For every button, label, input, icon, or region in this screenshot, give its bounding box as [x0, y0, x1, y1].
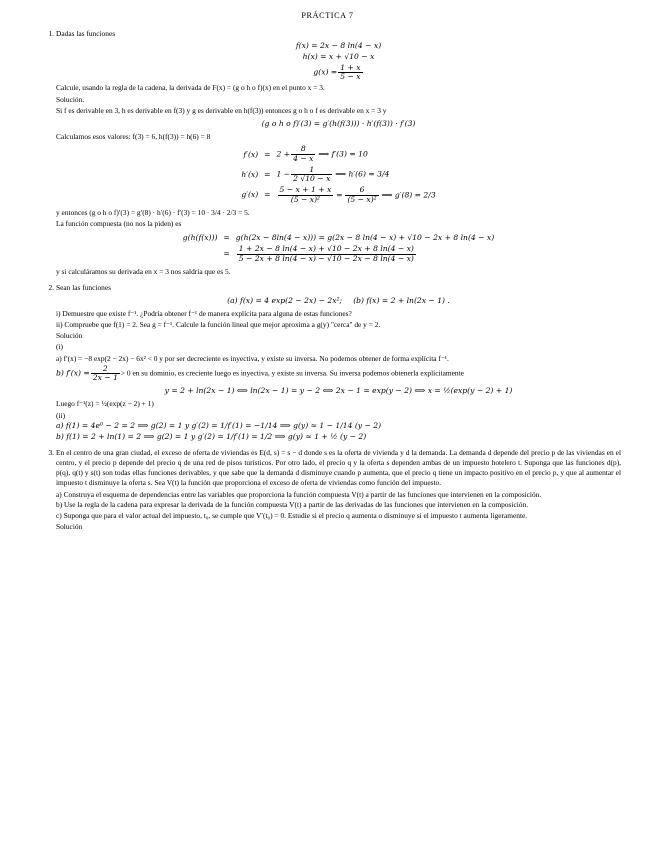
deriv-f-rhs [275, 144, 438, 164]
problem-2-item-i: i) Demuestre que existe f⁻¹. ¿Podría obtener f⁻¹ de manera explícita para alguna de estas funciones? [56, 309, 352, 319]
problem-1-eq-f: f(x) = 2x − 8 ln(4 − x) [295, 40, 382, 50]
composition-lhs: g(h(f(x))) [182, 232, 218, 242]
problem-1-result: y entonces (g o h o f)′(3) = g′(8) · h′(6) · f′(3) = 10 · 3/4 · 2/3 = 5. [56, 207, 250, 217]
problem-2-number: 2. [48, 282, 54, 292]
deriv-h-equals: = [264, 170, 271, 179]
problem-2-b-i-frac [91, 365, 120, 383]
problem-1-derivative-table [239, 144, 437, 205]
deriv-h-lhs: h′(x) [241, 170, 259, 179]
deriv-f-arrow: ⟹ f′(3) = 10 [318, 149, 368, 159]
problem-2-b-i-pre: b) f′(x) = [56, 368, 90, 378]
frac-denominator: (5 − x)² [278, 195, 334, 204]
problem-1-eq-h: h(x) = x + √10 − x [302, 52, 375, 62]
deriv-h-frac [291, 166, 332, 184]
page-title: PRÁCTICA 7 [301, 11, 354, 20]
problem-1-intro: Dadas las funciones [56, 29, 116, 39]
deriv-f-equals: = [264, 149, 271, 159]
document-content [0, 29, 655, 532]
derivative-row-f [239, 144, 437, 164]
problem-3-number: 3. [48, 448, 54, 458]
problem-list [40, 29, 621, 532]
problem-3 [40, 448, 621, 532]
problem-1-eq-g [56, 64, 621, 82]
problem-2-a-i: a) f′(x) = −8 exp(2 − 2x) − 6x² < 0 y por ser decreciente es inyectiva, y existe su inversa. No podemos obtener de forma explícita f⁻¹. [56, 353, 449, 363]
problem-1-eq-g-lhs: g(x) = [313, 67, 338, 77]
problem-1 [40, 29, 621, 277]
deriv-g-arrow: ⟹ g′(8) = 2/3 [381, 190, 436, 200]
derivative-row-g [239, 185, 437, 205]
deriv-f-frac [291, 145, 315, 163]
derivative-row-h [239, 165, 437, 185]
problem-2-eq-a: (a) f(x) = 4 exp(2 − 2x) − 2x²; [227, 295, 343, 305]
problem-2-a-ii: a) f(1) = 4e⁰ − 2 = 2 ⟹ g(2) = 1 y g′(2) = 1/f′(1) = −1/14 ⟹ g(y) ≈ 1 − 1/14 (y − 2) [56, 421, 382, 431]
deriv-g-frac1 [278, 186, 334, 204]
frac-numerator: 1 + 2x − 8 ln(4 − x) + √10 − 2x + 8 ln(4 − x) [238, 244, 414, 254]
composition-rhs-1: g(h(2x − 8ln(4 − x))) = g(2x − 8 ln(4 − x) + √10 − 2x + 8 ln(4 − x) [235, 232, 495, 242]
deriv-f-rhs-pre: 2 + [276, 149, 291, 159]
frac-numerator: 1 + x [340, 62, 361, 72]
problem-3-solution-label: Solución [56, 522, 83, 532]
deriv-g-equals2: = [336, 190, 343, 200]
frac-numerator: 5 − x + 1 + x [279, 185, 332, 195]
problem-2-solution-label: Solución [56, 330, 83, 340]
problem-1-number: 1. [48, 29, 54, 39]
composition-row-2 [181, 244, 496, 264]
problem-2-inverse-derivation: y = 2 + ln(2x − 1) ⟺ ln(2x − 1) = y − 2 ⟺ 2x − 1 = exp(y − 2) ⟺ x = ½(exp(y − 2) + 1) [164, 386, 513, 396]
problem-2-b-ii: b) f(1) = 2 + ln(1) = 2 ⟹ g(2) = 1 y g′(2) = 1/f′(1) = 1/2 ⟹ g(y) ≈ 1 + ½ (y − 2) [56, 432, 367, 442]
deriv-f-value: f′(3) = 10 [331, 149, 368, 159]
deriv-f-lhs: f′(x) [243, 149, 259, 159]
composition-equals-2: = [223, 249, 230, 259]
problem-2-eq-b: (b) f(x) = 2 + ln(2x − 1) . [353, 295, 450, 305]
problem-2-item-ii: ii) Compruebe que f(1) = 2. Sea g = f⁻¹. Calcule la función lineal que mejor aproxima a g(y) "cerca" de y = 2. [56, 319, 381, 329]
deriv-g-value: g′(8) = 2/3 [394, 190, 436, 200]
problem-1-eq-g-frac [338, 64, 362, 82]
problem-2-b-i [56, 365, 621, 383]
problem-2-b-i-post: > 0 en su dominio, es creciente luego es inyectiva, y existe su inversa. Su inversa podemos obtenerla explícitamente [120, 368, 464, 378]
deriv-g-lhs: g′(x) [241, 190, 259, 200]
frac-numerator: 8 [300, 144, 306, 154]
problem-1-final: y si calculáramos su derivada en x = 3 nos saldría que es 5. [56, 266, 231, 276]
problem-3-item-c: c) Suponga que para el valor actual del impuesto, t₀, se cumple que V′(t₀) = 0. Estudie si el precio q aumenta o disminuye si el impuesto t aumenta ligeramente. [56, 510, 528, 520]
deriv-h-rhs [275, 165, 438, 185]
problem-2 [40, 283, 621, 443]
frac-denominator: 2 √10 − x [293, 174, 331, 184]
frac-numerator: 2 [102, 363, 108, 373]
frac-denominator: 4 − x [293, 153, 314, 163]
composition-fraction [237, 245, 416, 263]
deriv-h-rhs-pre: 1 − [276, 169, 291, 179]
problem-2-intro: Sean las funciones [56, 282, 112, 292]
deriv-h-value: h′(6) = 3/4 [348, 169, 390, 179]
problem-3-item-a: a) Construya el esquema de dependencias entre las variables que proporciona la función compuesta V(t) a partir de las funciones que intervienen en la composición. [56, 489, 542, 499]
frac-numerator: 6 [359, 185, 365, 195]
problem-2-equations [56, 296, 621, 306]
frac-denominator: 5 − x [340, 71, 361, 81]
problem-1-composed-intro: La función compuesta (no nos la piden) es [56, 219, 182, 229]
problem-1-line1: Si f es derivable en 3, h es derivable en f(3) y g es derivable en h(f(3)) entonces g o h o f es derivable en x = 3 y [56, 106, 387, 116]
frac-denominator: 2x − 1 [92, 373, 118, 383]
problem-2-part-i: (i) [56, 342, 63, 352]
problem-2-part-ii: (ii) [56, 410, 66, 420]
problem-1-task: Calcule, usando la regla de la cadena, la derivada de F(x) = (g o h o f)(x) en el punto x = 3. [56, 83, 325, 93]
frac-denominator: (5 − x)² [347, 194, 377, 204]
problem-3-body: En el centro de una gran ciudad, el exceso de oferta de viviendas es E(d, s) = s − d donde s es la oferta de vivienda y d la demanda. La demanda d depende del precio p de las viviendas en el centro, y el precio p depende del precio q de una red de pisos turísticos. Por otro lado, el precio q y la oferta s dependen ambas de un impuesto hotelero t. Suponga que las funciones d(p), p(q), q(t) y s(t) son todas ellas funciones derivables, y que sabe que la demanda d disminuye cuando p aumenta, que el precio q tiene un impacto positivo en el precio p, y que al aumentar el impuesto t disminuye la oferta s. Sea V(t) la función que proporciona el exceso de oferta de viviendas como función del impuesto. [56, 448, 621, 488]
problem-1-composition-table [181, 231, 496, 265]
deriv-g-rhs [275, 185, 438, 205]
composition-equals-1: = [223, 232, 230, 242]
document-page [0, 10, 655, 858]
deriv-g-equals: = [264, 190, 271, 200]
composition-row-1 [181, 231, 496, 244]
problem-1-solution-label: Solución. [56, 94, 85, 104]
problem-3-item-b: b) Use la regla de la cadena para expresar la derivada de la función compuesta V(t) a partir de las derivadas de las funciones que intervienen en la composición. [56, 500, 529, 510]
composition-rhs-2 [234, 244, 496, 264]
deriv-g-frac2 [345, 186, 378, 204]
problem-2-luego: Luego f⁻¹(z) = ½(exp(z − 2) + 1) [56, 399, 154, 409]
frac-denominator: 5 − 2x + 8 ln(4 − x) − √10 − 2x − 8 ln(4 − x) [238, 253, 414, 263]
frac-numerator: 1 [309, 164, 315, 174]
problem-1-values: Calculamos esos valores: f(3) = 6, h(f(3)) = h(6) = 8 [56, 132, 211, 142]
deriv-h-arrow: ⟹ h′(6) = 3/4 [335, 169, 390, 179]
problem-1-chain-rule: (g o h o f)′(3) = g′(h(f(3))) · h′(f(3)) · f′(3) [261, 119, 416, 129]
composition-blank [181, 244, 220, 264]
